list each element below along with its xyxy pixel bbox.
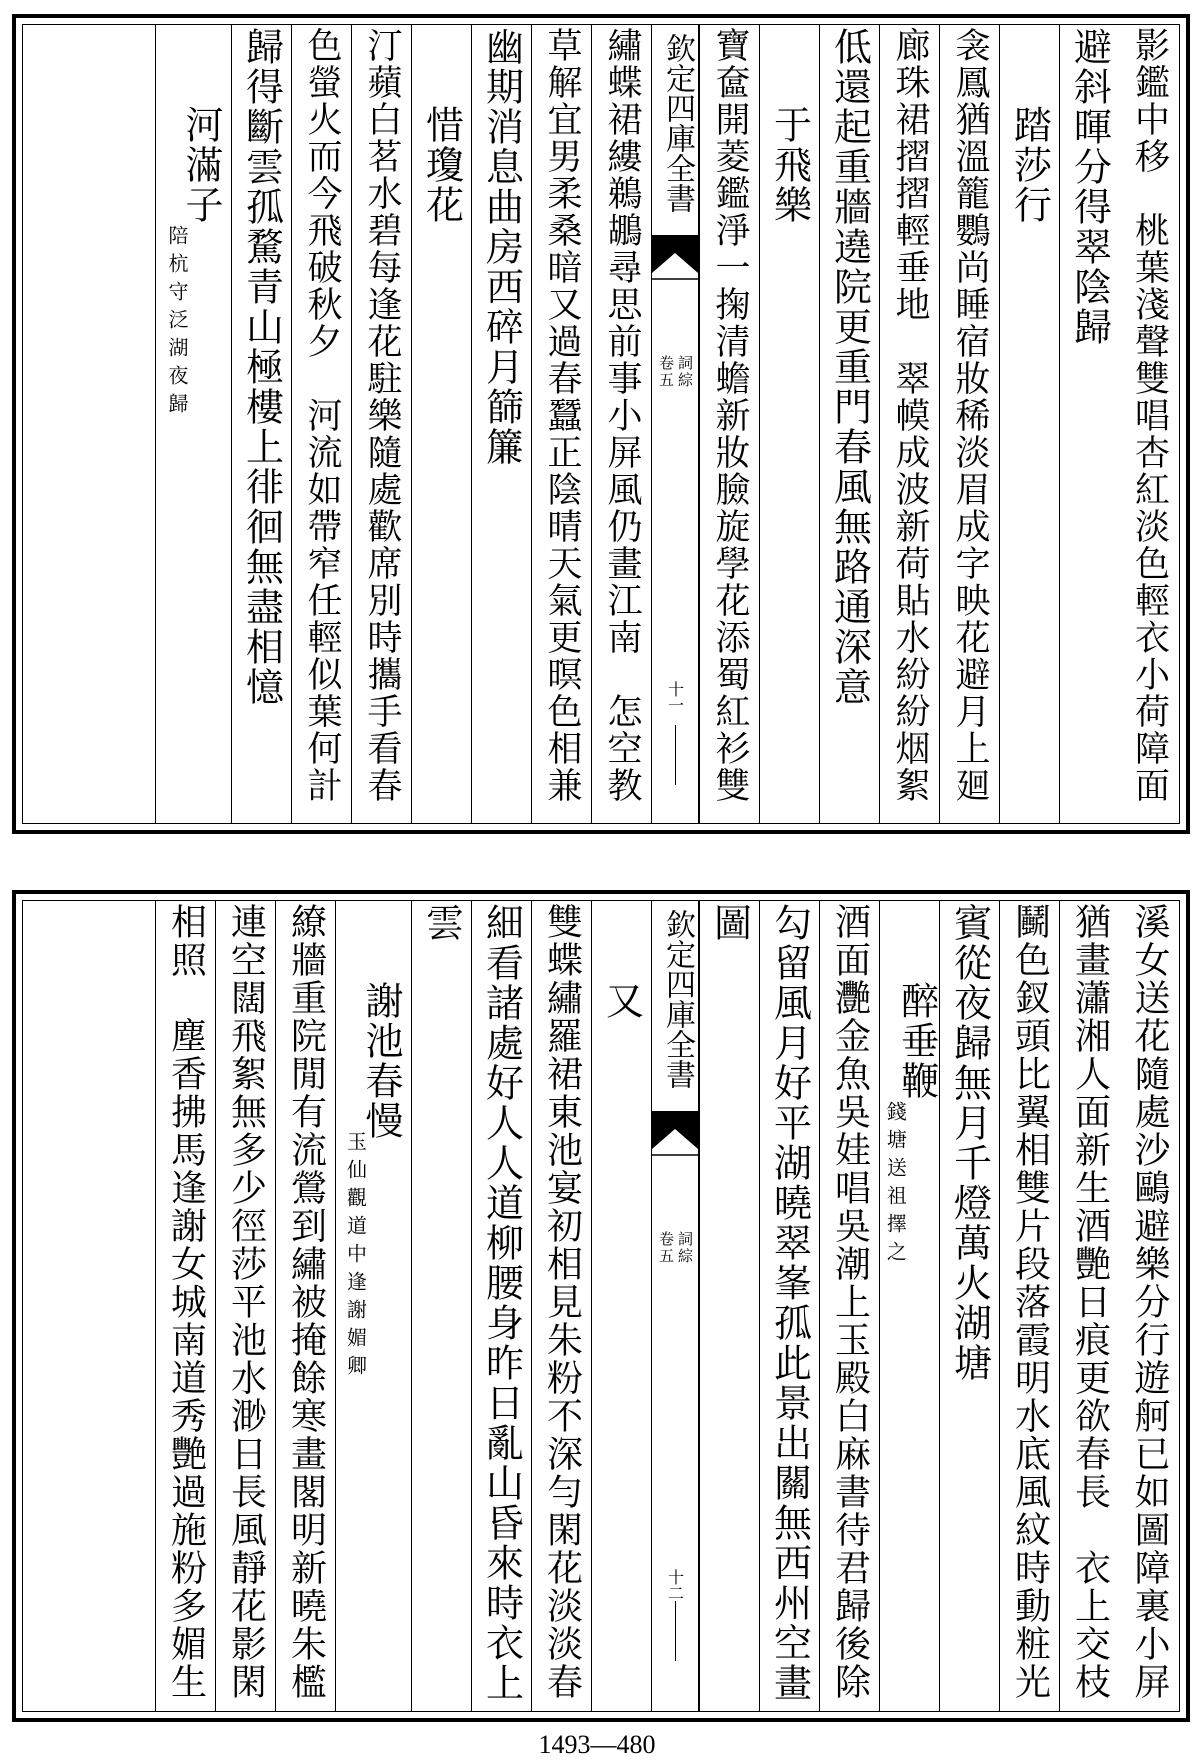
column-text: 猶畫瀟湘人面新生酒艷日痕更欲春長 衣上交枝: [1069, 903, 1111, 1701]
text-column: [1119, 901, 1179, 1711]
column-text: 連空闊飛絮無多少徑莎平池水渺日長風靜花影閑: [225, 903, 267, 1701]
section-volume: 卷五: [657, 355, 675, 389]
text-column: [1119, 25, 1179, 823]
bottom-page: [12, 890, 1190, 1722]
blank-column: [35, 25, 155, 823]
text-column: [999, 25, 1059, 823]
blank-column: [35, 901, 155, 1711]
column-text: 鬭色釵頭比翼相雙片段落霞明水底風紋時動粧光: [1009, 903, 1051, 1701]
text-column: [471, 25, 531, 823]
text-column: [939, 901, 999, 1711]
fish-tail-ornament: [652, 1111, 698, 1157]
section-volume: 卷五: [657, 1231, 675, 1265]
page-code: 1493—480: [538, 1730, 656, 1759]
book-title: 欽定四庫全書: [660, 909, 695, 1089]
column-text: 歸得斷雲孤騖青山極樓上徘徊無盡相憶: [239, 27, 284, 707]
text-column: [879, 901, 939, 1711]
book-title: 欽定四庫全書: [660, 33, 695, 213]
text-column: [335, 901, 411, 1711]
center-gutter: [651, 25, 699, 823]
column-text: 幽期消息曲房西碎月篩簾: [479, 27, 524, 467]
text-column: [699, 901, 759, 1711]
poem-title: 惜瓊花: [419, 105, 464, 225]
column-text: 影鑑中移 桃葉淺聲雙唱杏紅淡色輕衣小荷障面: [1129, 27, 1170, 804]
text-column: [471, 901, 531, 1711]
text-column: [531, 901, 591, 1711]
poem-title: 河滿子: [179, 105, 223, 225]
column-text: 寶奩開菱鑑淨一掬清蟾新妝臉旋學花添蜀紅衫雙: [710, 27, 750, 804]
gutter-line: [675, 725, 676, 785]
text-column: [275, 901, 335, 1711]
text-column: [351, 25, 411, 823]
column-text: 廊珠裙摺摺輕垂地 翠幙成波新荷貼水紛紛烟絮: [890, 27, 930, 804]
section-label: [658, 355, 692, 389]
text-column: [759, 901, 819, 1711]
text-column: [215, 901, 275, 1711]
text-column: [939, 25, 999, 823]
column-text: 酒面灧金魚吳娃唱吳潮上玉殿白麻書待君歸後除: [829, 903, 871, 1701]
text-column: [155, 25, 231, 823]
gutter-line: [675, 1601, 676, 1661]
column-text: 繡蝶裙縷鵜鶘尋思前事小屏風仍畫江南 怎空教: [602, 27, 642, 804]
column-text: 雙蝶繡羅裙東池宴初相見朱粉不深勻閑花淡淡春: [541, 903, 583, 1701]
text-column: [1059, 901, 1119, 1711]
poem-subtitle: 玉仙觀道中逢謝媚卿: [343, 1131, 368, 1383]
section-label: [658, 1231, 692, 1265]
poem-subtitle: 錢塘送祖擇之: [883, 1101, 908, 1269]
column-text: 草解宜男柔桑暗又過春蠶正陰晴天氣更暝色相兼: [542, 27, 582, 804]
column-text: 圖: [707, 903, 752, 943]
column-text: 細看諸處好人人道柳腰身昨日亂山昏來時衣上: [479, 903, 524, 1703]
repeat-marker: 又: [599, 981, 644, 1021]
text-column: [531, 25, 591, 823]
page-number: 十一: [665, 681, 685, 713]
text-column: [591, 901, 651, 1711]
poem-title: 于飛樂: [767, 105, 812, 225]
column-text: 低還起重牆遶院更重門春風無路通深意: [827, 27, 872, 707]
text-column: [591, 25, 651, 823]
column-text: 色螢火而今飛破秋夕 河流如帶窄任輕似葉何計: [302, 27, 342, 804]
column-text: 雲: [419, 903, 464, 943]
top-page: [12, 14, 1190, 834]
text-column: [291, 25, 351, 823]
column-text: 勾留風月好平湖曉翠峯孤此景出關無西州空畫: [767, 903, 812, 1703]
column-text: 汀蘋白茗水碧每逢花駐樂隨處歡席別時攜手看春: [362, 27, 402, 804]
page-number: 十二: [665, 1569, 685, 1601]
text-column: [819, 901, 879, 1711]
center-gutter: [651, 901, 699, 1711]
text-column: [699, 25, 759, 823]
poem-subtitle: 陪杭守泛湖夜歸: [165, 225, 189, 421]
poem-title: 謝池春慢: [359, 981, 403, 1141]
text-column: [411, 901, 471, 1711]
text-column: [999, 901, 1059, 1711]
text-column: [1059, 25, 1119, 823]
column-text: 賓從夜歸無月千燈萬火湖塘: [947, 903, 992, 1383]
section-book: 詞綜: [676, 1231, 694, 1265]
text-column: [155, 901, 215, 1711]
column-text: 相照 塵香拂馬逢謝女城南道秀艷過施粉多媚生: [165, 903, 207, 1701]
text-column: [879, 25, 939, 823]
bottom-page-frame: [22, 900, 1180, 1712]
column-text: 溪女送花隨處沙鷗避樂分行遊舸已如圖障裏小屏: [1129, 903, 1170, 1701]
top-page-frame: [22, 24, 1180, 824]
text-column: [411, 25, 471, 823]
text-column: [819, 25, 879, 823]
poem-title: 踏莎行: [1007, 105, 1052, 225]
column-text: 避斜暉分得翠陰歸: [1067, 27, 1112, 347]
fish-tail-ornament: [652, 235, 698, 281]
column-text: 繚牆重院閒有流鶯到繡被掩餘寒畫閣明新曉朱檻: [285, 903, 327, 1701]
section-book: 詞綜: [676, 355, 694, 389]
column-text: 衾鳳猶溫籠鸚尚睡宿妝稀淡眉成字映花避月上廻: [950, 27, 990, 804]
poem-title: 醉垂鞭: [894, 981, 939, 1101]
text-column: [759, 25, 819, 823]
text-column: [231, 25, 291, 823]
